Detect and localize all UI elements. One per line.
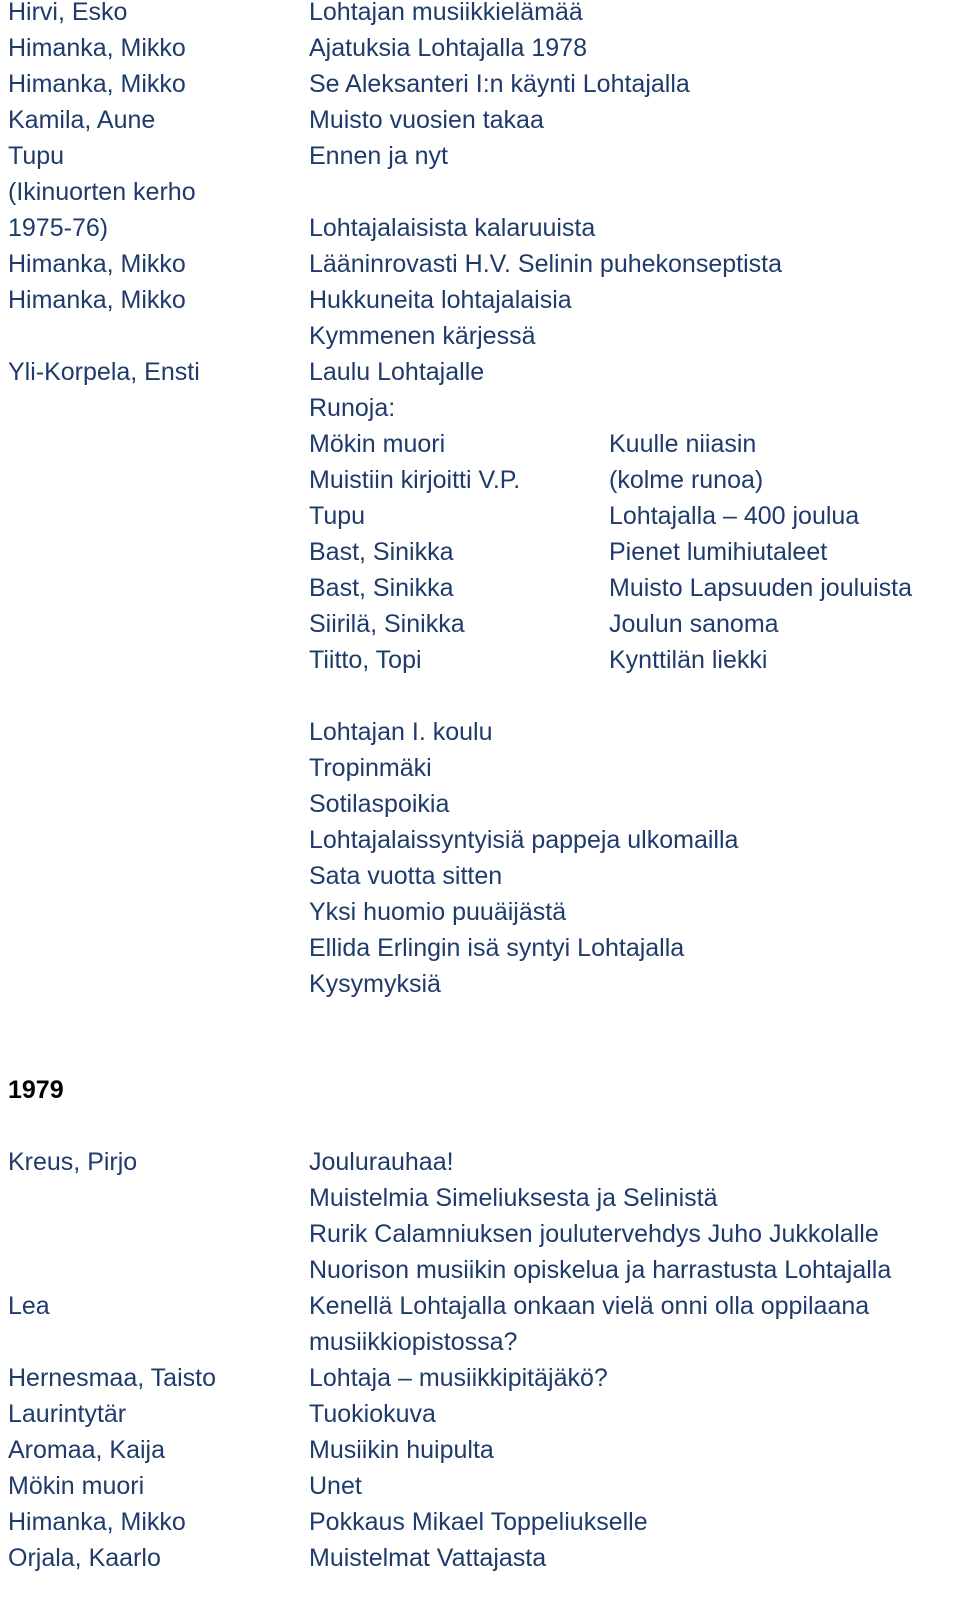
entry-title: Sotilaspoikia xyxy=(309,790,450,818)
entry-title: Tropinmäki xyxy=(309,754,432,782)
entry-author: (Ikinuorten kerho xyxy=(8,178,196,206)
entry-title: Muistelmat Vattajasta xyxy=(309,1544,547,1572)
entry-title: Kysymyksiä xyxy=(309,970,441,998)
entry-title: Runoja: xyxy=(309,394,396,422)
entry-title: Muistelmia Simeliuksesta ja Selinistä xyxy=(309,1184,718,1212)
entry-title: Yksi huomio puuäijästä xyxy=(309,898,567,926)
entry-title: Musiikin huipulta xyxy=(309,1436,494,1464)
poem-author: Bast, Sinikka xyxy=(309,538,454,566)
poem-title: Muisto Lapsuuden jouluista xyxy=(609,574,912,602)
entry-title: Nuorison musiikin opiskelua ja harrastusta Lohtajalla xyxy=(309,1256,892,1284)
entry-title: Lääninrovasti H.V. Selinin puhekonseptista xyxy=(309,250,782,278)
poem-title: Pienet lumihiutaleet xyxy=(609,538,828,566)
entry-title: Lohtajalaisista kalaruuista xyxy=(309,214,596,242)
entry-title: Se Aleksanteri I:n käynti Lohtajalla xyxy=(309,70,690,98)
poem-author: Bast, Sinikka xyxy=(309,574,454,602)
entry-author: Tupu xyxy=(8,142,65,170)
poem-title: Joulun sanoma xyxy=(609,610,779,638)
poem-title: Kuulle niiasin xyxy=(609,430,757,458)
entry-author: Lea xyxy=(8,1292,50,1320)
entry-author: Hirvi, Esko xyxy=(8,0,128,26)
entry-title: Lohtaja – musiikkipitäjäkö? xyxy=(309,1364,608,1392)
poem-title: Lohtajalla – 400 joulua xyxy=(609,502,860,530)
entry-title: Pokkaus Mikael Toppeliukselle xyxy=(309,1508,648,1536)
entry-author: Kreus, Pirjo xyxy=(8,1148,138,1176)
entry-author: Himanka, Mikko xyxy=(8,34,186,62)
entry-author: Himanka, Mikko xyxy=(8,286,186,314)
entry-author: Aromaa, Kaija xyxy=(8,1436,166,1464)
entry-author: Yli-Korpela, Ensti xyxy=(8,358,200,386)
entry-author: Himanka, Mikko xyxy=(8,70,186,98)
entry-title: Kenellä Lohtajalla onkaan vielä onni olla oppilaana xyxy=(309,1292,870,1320)
poem-author: Mökin muori xyxy=(309,430,446,458)
entry-author: 1975-76) xyxy=(8,214,109,242)
entry-title: Sata vuotta sitten xyxy=(309,862,503,890)
entry-author: Hernesmaa, Taisto xyxy=(8,1364,216,1392)
entry-title: Lohtajan musiikkielämää xyxy=(309,0,583,26)
entry-title: musiikkiopistossa? xyxy=(309,1328,518,1356)
entry-author: Himanka, Mikko xyxy=(8,1508,186,1536)
entry-title: Laulu Lohtajalle xyxy=(309,358,485,386)
entry-title: Tuokiokuva xyxy=(309,1400,436,1428)
poem-author: Tupu xyxy=(309,502,366,530)
poem-author: Muistiin kirjoitti V.P. xyxy=(309,466,521,494)
entry-title: Lohtajan I. koulu xyxy=(309,718,493,746)
entry-title: Joulurauhaa! xyxy=(309,1148,454,1176)
entry-title: Kymmenen kärjessä xyxy=(309,322,536,350)
entry-title: Muisto vuosien takaa xyxy=(309,106,544,134)
poem-title: Kynttilän liekki xyxy=(609,646,768,674)
poem-author: Siirilä, Sinikka xyxy=(309,610,465,638)
poem-author: Tiitto, Topi xyxy=(309,646,422,674)
entry-title: Hukkuneita lohtajalaisia xyxy=(309,286,572,314)
year-heading: 1979 xyxy=(8,1076,64,1104)
entry-author: Himanka, Mikko xyxy=(8,250,186,278)
entry-author: Laurintytär xyxy=(8,1400,127,1428)
entry-author: Kamila, Aune xyxy=(8,106,156,134)
entry-title: Lohtajalaissyntyisiä pappeja ulkomailla xyxy=(309,826,739,854)
entry-title: Rurik Calamniuksen joulutervehdys Juho Jukkolalle xyxy=(309,1220,879,1248)
entry-title: Unet xyxy=(309,1472,362,1500)
entry-title: Ennen ja nyt xyxy=(309,142,448,170)
entry-title: Ellida Erlingin isä syntyi Lohtajalla xyxy=(309,934,685,962)
entry-title: Ajatuksia Lohtajalla 1978 xyxy=(309,34,587,62)
poem-title: (kolme runoa) xyxy=(609,466,764,494)
entry-author: Orjala, Kaarlo xyxy=(8,1544,161,1572)
entry-author: Mökin muori xyxy=(8,1472,145,1500)
